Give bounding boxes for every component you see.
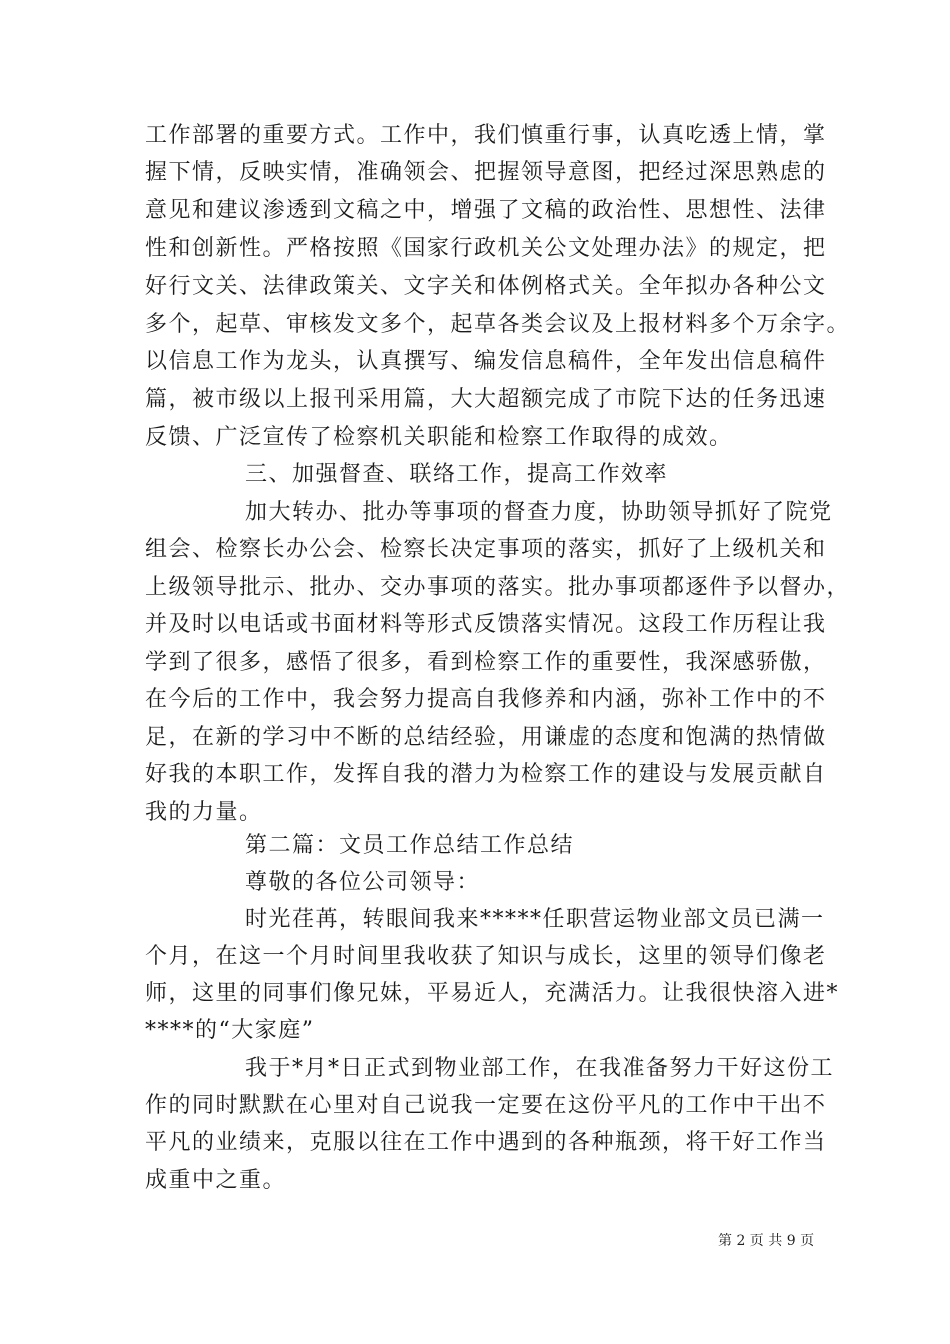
text-line: 足，在新的学习中不断的总结经验，用谦虚的态度和饱满的热情做 [145, 725, 827, 750]
text-line: 加大转办、批办等事项的督查力度，协助领导抓好了院党 [245, 500, 833, 525]
text-line: 反馈、广泛宣传了检察机关职能和检察工作取得的成效。 [145, 425, 733, 450]
text-line: 好我的本职工作，发挥自我的潜力为检察工作的建设与发展贡献自 [145, 762, 827, 787]
text-line: 师，这里的同事们像兄妹，平易近人，充满活力。让我很快溶入进* [145, 981, 840, 1006]
text-line: 我于*月*日正式到物业部工作，在我准备努力干好这份工 [245, 1056, 835, 1081]
text-line: 意见和建议渗透到文稿之中，增强了文稿的政治性、思想性、法律 [145, 198, 827, 223]
text-line: 学到了很多，感悟了很多，看到检察工作的重要性，我深感骄傲， [145, 650, 827, 675]
text-line: 好行文关、法律政策关、文字关和体例格式关。全年拟办各种公文 [145, 274, 827, 299]
text-line: 时光荏苒，转眼间我来*****任职营运物业部文员已满一 [245, 907, 825, 932]
section-heading: 三、加强督查、联络工作，提高工作效率 [245, 462, 669, 487]
text-line: 并及时以电话或书面材料等形式反馈落实情况。这段工作历程让我 [145, 612, 827, 637]
text-line: 工作部署的重要方式。工作中，我们慎重行事，认真吃透上情，掌 [145, 123, 827, 148]
text-line: 成重中之重。 [145, 1168, 287, 1193]
text-line: 平凡的业绩来，克服以往在工作中遇到的各种瓶颈，将干好工作当 [145, 1130, 827, 1155]
page-number-footer: 第 2 页 共 9 页 [718, 1233, 815, 1249]
text-line: 我的力量。 [145, 800, 263, 825]
salutation: 尊敬的各位公司领导： [245, 870, 481, 895]
text-line: 个月，在这一个月时间里我收获了知识与成长，这里的领导们像老 [145, 944, 827, 969]
text-line: 在今后的工作中，我会努力提高自我修养和内涵，弥补工作中的不 [145, 687, 827, 712]
text-line: 性和创新性。严格按照《国家行政机关公文处理办法》的规定，把 [145, 236, 827, 261]
text-line: 以信息工作为龙头，认真撰写、编发信息稿件，全年发出信息稿件 [145, 349, 827, 374]
text-line: 作的同时默默在心里对自己说我一定要在这份平凡的工作中干出不 [145, 1093, 827, 1118]
text-line: 组会、检察长办公会、检察长决定事项的落实，抓好了上级机关和 [145, 537, 827, 562]
chapter-heading: 第二篇：文员工作总结工作总结 [245, 833, 575, 858]
text-line: 握下情，反映实情，准确领会、把握领导意图，把经过深思熟虑的 [145, 160, 827, 185]
text-line: 篇，被市级以上报刊采用篇，大大超额完成了市院下达的任务迅速 [145, 387, 827, 412]
text-line: 上级领导批示、批办、交办事项的落实。批办事项都逐件予以督办， [145, 575, 851, 600]
text-line: ****的“大家庭” [145, 1018, 315, 1043]
text-line: 多个，起草、审核发文多个，起草各类会议及上报材料多个万余字。 [145, 312, 851, 337]
